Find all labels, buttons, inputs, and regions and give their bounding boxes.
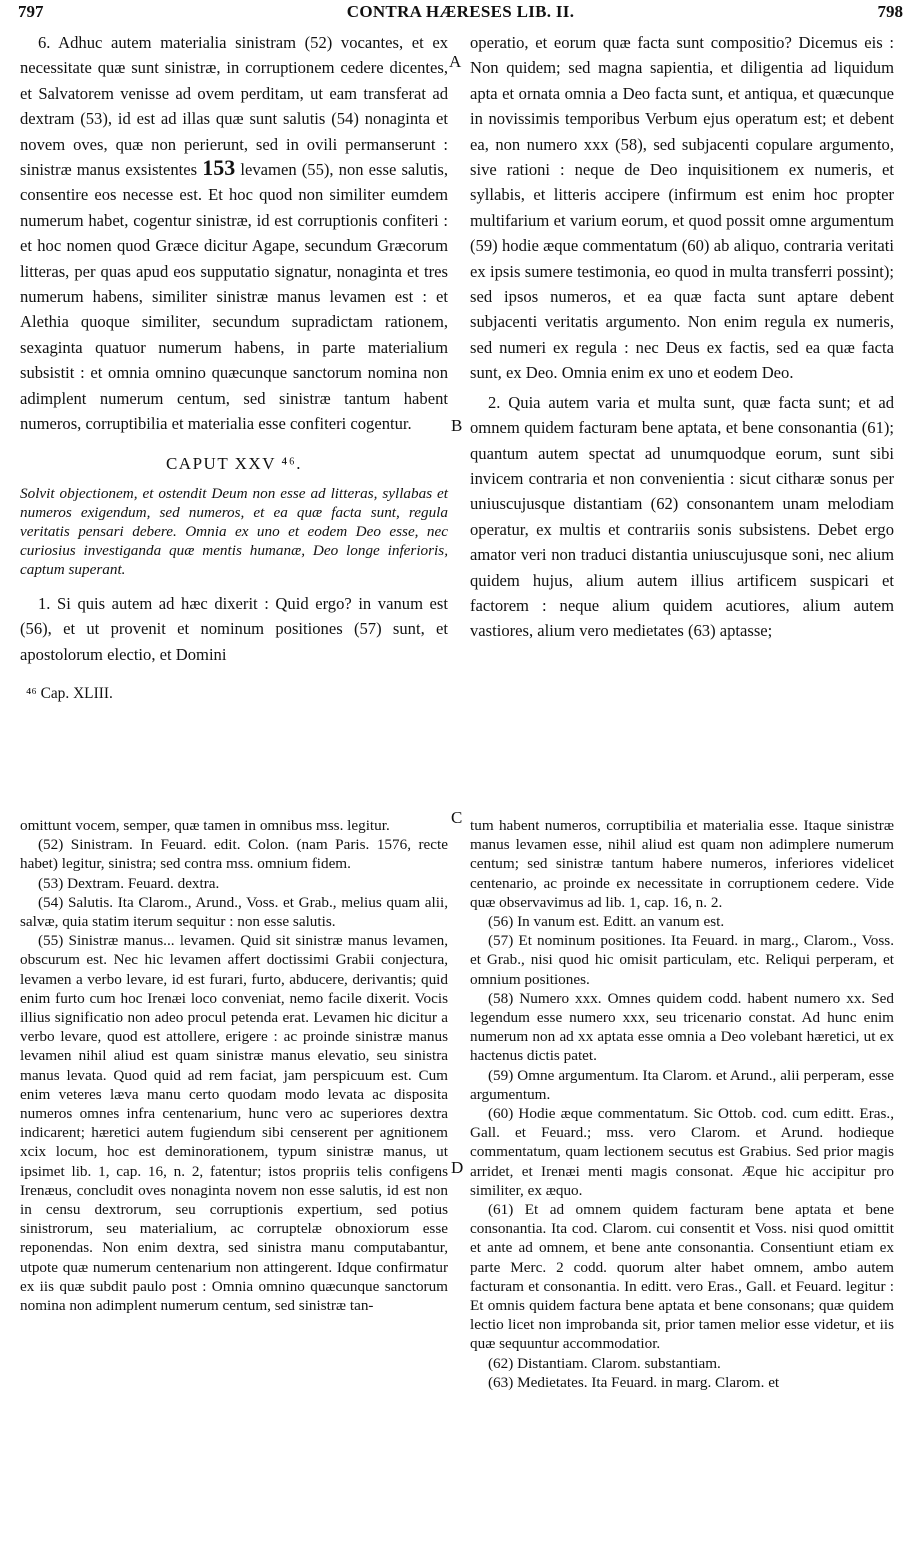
page-number-right: 798 — [877, 2, 903, 21]
note-63: (63) Medietates. Ita Feuard. in marg. Clarom. et — [488, 1373, 780, 1391]
note-55-continued: tum habent numeros, corruptibilia et materialia esse. Itaque sinistræ manus levamen esse, nihil aliud est quam non adimplere numerum centum; sed sinistræ tantum habere numeros, inferiores videlicet centenario, ac proinde ex necessitate in corruptionem cedere. Vide quæ observavimus ad lib. 1, cap. 16, n. 2. — [470, 817, 894, 911]
note-52: (52) Sinistram. In Feuard. edit. Colon. (nam Paris. 1576, recte habet) legitur, sinistra; sed contra mss. omnium fidem. — [20, 836, 448, 873]
chapter-title: CAPUT XXV ⁴⁶. — [165, 453, 303, 473]
marginal-number: 153 — [202, 155, 236, 181]
note-continuation: omittunt vocem, semper, quæ tamen in omnibus mss. legitur. — [20, 817, 390, 834]
note-62: (62) Distantiam. Clarom. substantiam. — [488, 1354, 721, 1372]
paragraph-1: 1. Si quis autem ad hæc dixerit : Quid ergo? in vanum est (56), et ut provenit et nominum positiones (57) sunt, et apostolorum electio, et Domini — [20, 593, 448, 664]
chapter-summary: Solvit objectionem, et ostendit Deum non esse ad litteras, syllabas et numeros exigendum, sed numeros, et ea quæ facta sunt, regula veritatis pensari debere. Omnia ex uno et eodem Deo esse, nec curiosius investiganda quæ mentis humanæ, Deo longe inferioris, captum superant. — [20, 484, 448, 578]
chapter-footnote: ⁴⁶ Cap. XLIII. — [26, 685, 113, 703]
margin-letter-d: D — [451, 1158, 464, 1177]
note-55: (55) Sinistræ manus... levamen. Quid sit sinistræ manus levamen, obscurum est. Nec hic levamen affert doctissimi Grabii conjectura, levamen a verbo levare, id est furari, furto, abducere, derivantis; quid enim furto cum hoc Irenæi loco conveniat, nemo facile dixerit. Vocis illius significatio non adeo procul petenda erat. Levamen hic dicitur a verbo levare, quod est attollere, erigere : ac proinde sinistræ manus levamen nihil aliud est quam sinistræ manus elevatio, seu sinistra manus levata. Quod quid ad rem faciat, jam perspicuum est. Cum enim veteres læva manu certo quodam modo levata ac disposita numeros omnes infra centenarium, hunc vero ac superiores dextra indicarent; hæretici autem fugiendum sibi censerent per agnitionem xcix locum, hoc est deminorationem, typum sinistræ manus, ut ipsimet lib. 1, cap. 16, n. 2, fatentur; istos propriis telis configens Irenæus, concludit oves nonaginta novem non esse salutis, id est non in censu dextrorum, seu corruptionis expertium, sed potius sinistrorum, seu materialium, ac corruptelæ obnoxiorum esse reponendas. Non enim dextra, sed sinistra manu computabantur, utpote quæ numerum centenarium non attingerent. Idque confirmatur ex iis quæ subdit paulo post : Omnia omnino quæcunque sanctorum nomina non adimplent numerum centum, sed sinistræ tan- — [20, 932, 448, 1315]
paragraph-6-start: 6. Adhuc autem materialia sinistram (52) vocantes, et ex necessitate quæ sunt sinistræ, in corruptionem cedere dicentes, et Salvatorem venisse ad ovem perditam, ut eam transferat ad dextram (53), id est ad illas quæ sunt salutis (54) nonaginta et novem oves, quæ non perierunt, sed in ovili permanserunt : sinistræ manus exsistentes — [20, 33, 448, 180]
note-57: (57) Et nominum positiones. Ita Feuard. in marg., Clarom., Voss. et Grab., nisi quod hic omisit particulam, etc. Reliqui perperam, et omnium positiones. — [470, 932, 894, 988]
page-number-left: 797 — [18, 2, 44, 21]
note-53: (53) Dextram. Feuard. dextra. — [38, 874, 220, 892]
paragraph-6 — [20, 30, 448, 437]
running-header — [18, 2, 903, 28]
paragraph-6-end: levamen (55), non esse salutis, consentire eos necesse est. Et hoc quod non similiter eumdem numerum habet, cogentur sinistræ, id est corruptionis confiteri : et hoc nomen quod Græce dicitur Agape, secundum Græcorum litteras, per quas apud eos supputatio signatur, nonaginta et tres numerum habens, similiter sinistræ manus levamen est : et Alethia quoque similiter, secundum supradictam rationem, sexaginta quatuor numerum habens, in parte materialium subsistit : et omnia omnino quæcunque sanctorum nomina non adimplent numerum centum, sed sinistræ tantum habent numeros, corruptibilia et materialia esse confiteri cogentur. — [20, 160, 449, 434]
note-61: (61) Et ad omnem quidem facturam bene aptata et bene consonantia. Ita cod. Clarom. cui consentit et Voss. nisi quod omittit et ante ad omnem, et bene ante consonantia. Consentiunt etiam ex parte Merc. 2 codd. quorum alter habet omnem, ambo autem facturam et consonantia. In editt. vero Eras., Gall. et Feuard. legitur : Et omnis quidem factura bene aptata et bene consonans; quæ quidem lectio licet non improbanda sit, prior tamen melior esse videtur, et iis quæ sequuntur accommodatior. — [470, 1201, 894, 1353]
note-59: (59) Omne argumentum. Ita Clarom. et Arund., alii perperam, esse argumentum. — [470, 1066, 894, 1103]
left-main-text — [20, 30, 448, 707]
right-main-text — [470, 30, 894, 644]
note-56: (56) In vanum est. Editt. an vanum est. — [488, 913, 725, 931]
running-title: CONTRA HÆRESES LIB. II. — [346, 2, 575, 21]
right-paragraph-continued: operatio, et eorum quæ facta sunt compositio? Dicemus eis : Non quidem; sed magna sapientia, et diligentia ad liquidum apta et ornata omnia a Deo facta sunt, et antiqua, et quæcunque in novissimis temporibus Verbum ejus operatum est; et debent ea, non numero xxx (58), sed subjacenti copulare argumento, sive rationi : neque de Deo inquisitionem ex numeris, et syllabis, et litteris accipere (infirmum est enim hoc propter multifarium et varium eorum, et quod possit omne argumentum (59) hodie æque commentatum (60) ab aliquo, contraria veritati ex ipsis sumere testimonia, eo quod in multa transferri possint); sed ipsos numeros, et ea quæ facta sunt aptare debent subjacenti veritatis argumento. Non enim regula ex numeris, sed numeri ex regula : nec Deus ex factis, sed ea quæ facta sunt, ex Deo. Omnia enim ex uno et eodem Deo. — [470, 33, 894, 383]
margin-letter-a: A — [449, 52, 462, 71]
note-60: (60) Hodie æque commentatum. Sic Ottob. cod. cum editt. Eras., Gall. et Feuard.; mss. vero Clarom. et Arund. hodieque commentatum, quam lectionem secutus est Grabius. Sed prior magis arridet, et Irenæi menti magis consonat. Æque hic accipitur pro similiter, ex æquo. — [470, 1105, 894, 1199]
note-58: (58) Numero xxx. Omnes quidem codd. habent numero xx. Sed legendum esse numero xxx, seu tricenario constat. Ad hunc enim numerum non ad xx aptata esse omnia a Deo volebant hæretici, ut ex hactenus dictis patet. — [470, 989, 894, 1065]
right-notes — [470, 816, 894, 1392]
left-notes — [20, 816, 448, 1315]
margin-letter-c: C — [451, 808, 463, 827]
paragraph-2: 2. Quia autem varia et multa sunt, quæ facta sunt; et ad omnem quidem facturam bene aptata, et bene consonantia (61); quantum autem spectat ad unumquodque eorum, sunt sibi invicem contraria et non convenientia : sicut citharæ sonus per uniuscujusque distantiam (62) consonantem unam melodiam operatur, ex multis et contrariis sonis subsistens. Debet ergo amator veri non traduci distantia uniuscujusque soni, nec alium quidem hujus, alium autem illius artificem suspicari et factorem : neque alium quidem acutiores, alium autem vastiores, alium vero medietates (63) aptasse; — [470, 392, 894, 641]
margin-letter-b: B — [451, 416, 463, 435]
note-54: (54) Salutis. Ita Clarom., Arund., Voss. et Grab., melius quam alii, salvæ, quia statim iterum sequitur : non esse salutis. — [20, 893, 448, 931]
